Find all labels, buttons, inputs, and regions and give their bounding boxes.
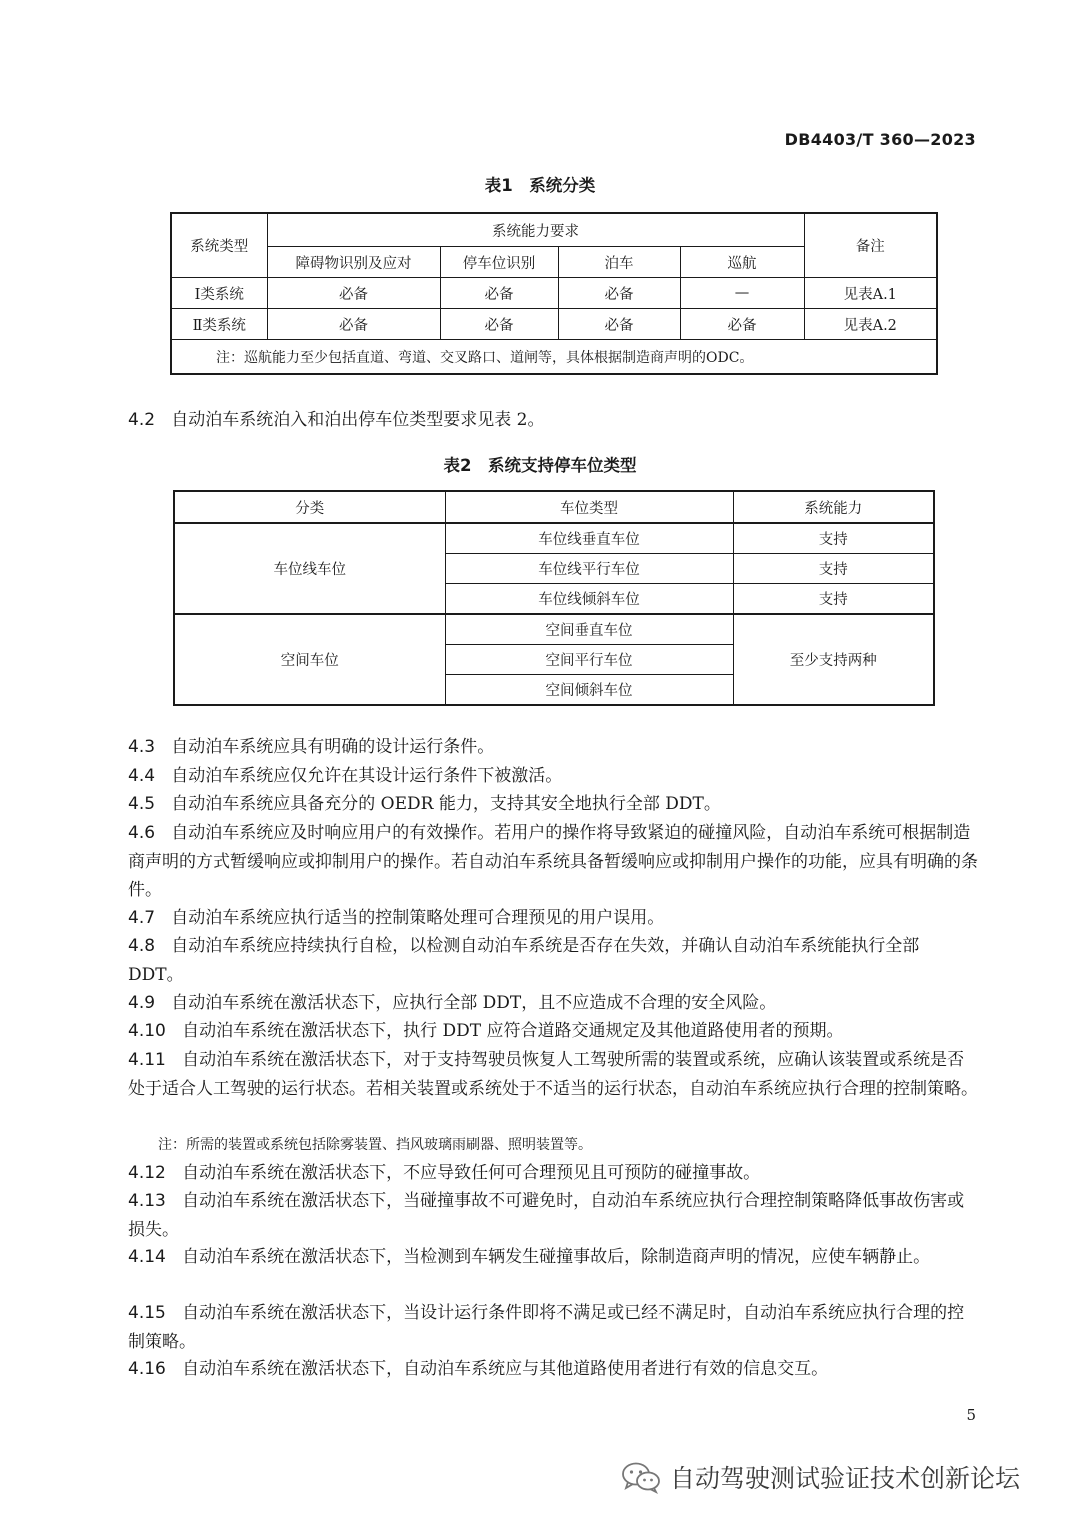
header-remark: 备注	[804, 213, 937, 278]
table-cell: 至少支持两种	[733, 614, 934, 705]
header-system-type: 系统类型	[171, 213, 267, 278]
header-slot-detect: 停车位识别	[440, 247, 558, 278]
table-cell: 车位线平行车位	[445, 554, 733, 584]
clause-4-10	[128, 1017, 978, 1046]
clause-number: 4.6	[128, 823, 156, 843]
watermark-text: 自动驾驶测试验证技术创新论坛	[670, 1464, 1021, 1493]
header-capability-group: 系统能力要求	[267, 213, 804, 247]
header-slot-type: 车位类型	[445, 491, 733, 523]
table-cell: —	[680, 278, 804, 309]
clause-number: 4.8	[128, 936, 156, 956]
table-row	[174, 614, 934, 645]
document-code: DB4403/T 360—2023	[784, 130, 976, 149]
clause-number: 4.14	[128, 1247, 166, 1267]
table-cell: 见表A.2	[804, 309, 937, 340]
table-cell: 空间平行车位	[445, 645, 733, 675]
clause-text: 自动泊车系统在激活状态下，当设计运行条件即将不满足或已经不满足时，自动泊车系统应执行合理的控制策略。	[128, 1303, 965, 1352]
group-space-slot: 空间车位	[174, 614, 445, 705]
clause-number: 4.2	[128, 410, 156, 430]
clause-number: 4.4	[128, 766, 156, 786]
clause-4-4	[128, 762, 978, 791]
header-parking: 泊车	[558, 247, 680, 278]
parking-slot-type-table	[173, 490, 935, 706]
table-cell: 支持	[733, 523, 934, 554]
clause-text: 自动泊车系统在激活状态下，执行 DDT 应符合道路交通规定及其他道路使用者的预期。	[182, 1021, 844, 1041]
clause-4-6	[128, 819, 978, 905]
table-cell: 必备	[267, 278, 440, 309]
clause-text: 自动泊车系统在激活状态下，不应导致任何可合理预见且可预防的碰撞事故。	[182, 1163, 761, 1183]
table-cell: 空间垂直车位	[445, 614, 733, 645]
table1-note: 注：巡航能力至少包括直道、弯道、交叉路口、道闸等，具体根据制造商声明的ODC。	[171, 340, 937, 375]
clause-number: 4.3	[128, 737, 156, 757]
clause-text: 自动泊车系统应及时响应用户的有效操作。若用户的操作将导致紧迫的碰撞风险，自动泊车系统可根据制造商声明的方式暂缓响应或抑制用户的操作。若自动泊车系统具备暂缓响应或抑制用户操作的功能，应具有明确的条件。	[128, 823, 978, 901]
clause-number: 4.16	[128, 1359, 166, 1379]
clause-4-7	[128, 904, 978, 933]
header-obstacle: 障碍物识别及应对	[267, 247, 440, 278]
clause-text: 自动泊车系统在激活状态下，对于支持驾驶员恢复人工驾驶所需的装置或系统，应确认该装置或系统是否处于适合人工驾驶的运行状态。若相关装置或系统处于不适当的运行状态，自动泊车系统应执行合理的控制策略。	[128, 1050, 978, 1099]
clause-4-11-note: 注：所需的装置或系统包括除雾装置、挡风玻璃雨刷器、照明装置等。	[158, 1137, 592, 1153]
table2-caption: 表2 系统支持停车位类型	[443, 456, 637, 475]
table-cell: 必备	[558, 309, 680, 340]
clause-number: 4.15	[128, 1303, 166, 1323]
table-row	[171, 278, 937, 309]
clause-text: 自动泊车系统在激活状态下，当检测到车辆发生碰撞事故后，除制造商声明的情况，应使车辆静止。	[182, 1247, 931, 1267]
watermark	[620, 1459, 1020, 1495]
clause-number: 4.13	[128, 1191, 166, 1211]
table-row	[171, 309, 937, 340]
clause-number: 4.7	[128, 908, 156, 928]
clause-4-11	[128, 1046, 978, 1103]
clause-4-13	[128, 1187, 978, 1244]
table-cell: 见表A.1	[804, 278, 937, 309]
clause-4-14	[128, 1243, 978, 1272]
table-cell: 必备	[440, 309, 558, 340]
table-cell: 车位线垂直车位	[445, 523, 733, 554]
clause-number: 4.5	[128, 794, 156, 814]
clause-4-16	[128, 1355, 978, 1384]
clause-text: 自动泊车系统在激活状态下，应执行全部 DDT，且不应造成不合理的安全风险。	[171, 993, 777, 1013]
clause-4-15	[128, 1299, 978, 1356]
clause-4-9	[128, 989, 978, 1018]
clause-4-8	[128, 932, 978, 989]
clause-text: 自动泊车系统泊入和泊出停车位类型要求见表 2。	[171, 410, 545, 430]
table-cell: 必备	[440, 278, 558, 309]
clause-text: 自动泊车系统在激活状态下，自动泊车系统应与其他道路使用者进行有效的信息交互。	[182, 1359, 829, 1379]
table1-caption: 表1 系统分类	[484, 176, 596, 195]
clause-text: 自动泊车系统在激活状态下，当碰撞事故不可避免时，自动泊车系统应执行合理控制策略降低事故伤害或损失。	[128, 1191, 965, 1240]
clause-number: 4.11	[128, 1050, 166, 1070]
table-cell: 空间倾斜车位	[445, 675, 733, 706]
table-cell: 必备	[267, 309, 440, 340]
page-number: 5	[966, 1406, 976, 1424]
clause-text: 自动泊车系统应持续执行自检，以检测自动泊车系统是否存在失效，并确认自动泊车系统能执行全部 DDT。	[128, 936, 920, 985]
table-cell: 支持	[733, 584, 934, 615]
clause-4-2	[128, 406, 978, 435]
table-cell: 支持	[733, 554, 934, 584]
header-ability: 系统能力	[733, 491, 934, 523]
clause-text: 自动泊车系统应仅允许在其设计运行条件下被激活。	[171, 766, 563, 786]
clause-number: 4.12	[128, 1163, 166, 1183]
table-cell: 必备	[558, 278, 680, 309]
clause-4-5	[128, 790, 978, 819]
clause-text: 自动泊车系统应具备充分的 OEDR 能力，支持其安全地执行全部 DDT。	[171, 794, 721, 814]
wechat-icon	[620, 1460, 662, 1494]
table-cell: Ⅰ类系统	[171, 278, 267, 309]
clause-text: 自动泊车系统应执行适当的控制策略处理可合理预见的用户误用。	[171, 908, 665, 928]
table-cell: 必备	[680, 309, 804, 340]
header-cruise: 巡航	[680, 247, 804, 278]
clause-4-3	[128, 733, 978, 762]
table-cell: 车位线倾斜车位	[445, 584, 733, 615]
clause-number: 4.10	[128, 1021, 166, 1041]
table-cell: Ⅱ类系统	[171, 309, 267, 340]
clause-4-12	[128, 1159, 978, 1188]
clause-number: 4.9	[128, 993, 156, 1013]
table-row	[174, 523, 934, 554]
system-classification-table	[170, 212, 938, 375]
clause-text: 自动泊车系统应具有明确的设计运行条件。	[171, 737, 495, 757]
header-category: 分类	[174, 491, 445, 523]
group-line-slot: 车位线车位	[174, 523, 445, 614]
